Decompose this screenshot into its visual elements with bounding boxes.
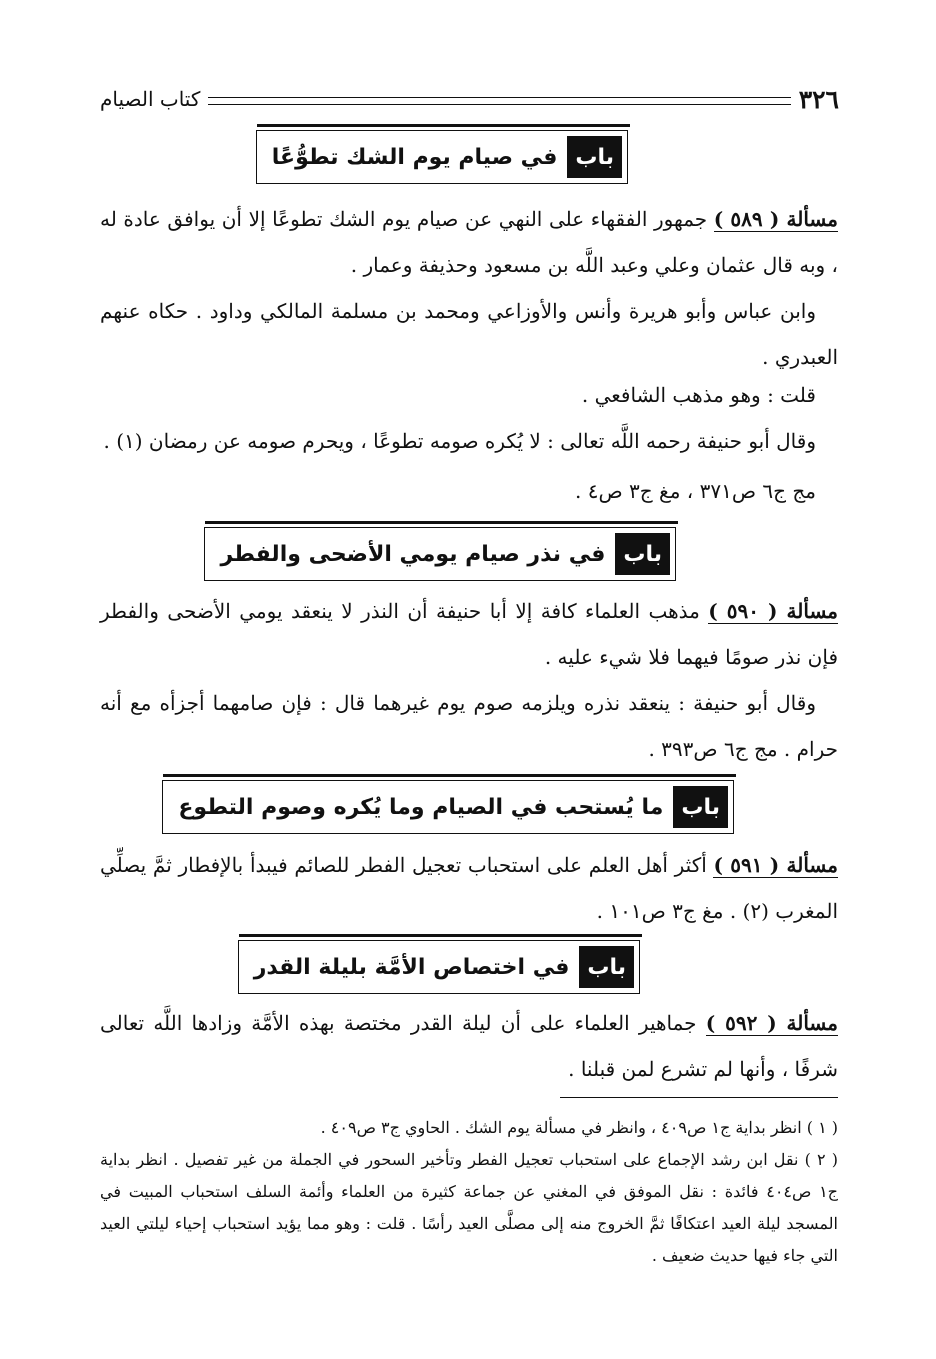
masala-paragraph [100,1000,838,1092]
bab-label: باب [673,786,728,828]
masala-text: جماهير العلماء على أن ليلة القدر مختصة بهذه الأمَّة وزادها اللَّه تعالى شرفًا ، وأنها لم تشرع لمن قبلنا . [100,1011,838,1081]
section-title: في صيام يوم الشك تطوُّعًا [271,144,558,170]
bab-label: باب [615,533,670,575]
section-title: ما يُستحب في الصيام وما يُكره وصوم التطوع [178,794,664,820]
footnote-rule [560,1097,838,1098]
masala-label: مسألة ( ٥٩٢ ) [705,1011,838,1035]
bab-label: باب [567,136,622,178]
masala-paragraph [100,196,838,288]
page-header [100,84,839,114]
book-title: كتاب الصيام [100,87,201,111]
section-heading-4 [238,940,640,994]
section-title: في نذر صيام يومي الأضحى والفطر [220,541,606,567]
paragraph: وابن عباس وأبو هريرة وأنس والأوزاعي ومحمد بن مسلمة المالكي وداود . حكاه عنهم العبدري . [100,299,838,369]
masala-paragraph [100,588,838,680]
masala-paragraph [100,842,838,934]
masala-text: أكثر أهل العلم على استحباب تعجيل الفطر للصائم فيبدأ بالإفطار ثمَّ يصلِّي المغرب (٢) . مغ ج٣ ص١٠١ . [100,853,838,923]
header-rule [208,97,790,105]
bab-label: باب [579,946,634,988]
masala-text: جمهور الفقهاء على النهي عن صيام يوم الشك تطوعًا إلا أن يوافق عادة له ، وبه قال عثمان وعلي وعبد اللَّه بن مسعود وحذيفة وعمار . [100,207,838,277]
section-heading-1 [256,130,628,184]
paragraph: وقال أبو حنيفة : ينعقد نذره ويلزمه صوم يوم غيرهما قال : فإن صامهما أجزأه مع أنه حرام . مج ج٦ ص٣٩٣ . [100,691,838,761]
masala-label: مسألة ( ٥٨٩ ) [713,207,838,231]
section-heading-3 [162,780,734,834]
section-title: في اختصاص الأمَّة بليلة القدر [253,954,570,980]
reference: مج ج٦ ص٣٧١ ، مغ ج٣ ص٤ . [575,479,816,503]
masala-label: مسألة ( ٥٩١ ) [713,853,838,877]
paragraph: وقال أبو حنيفة رحمه اللَّه تعالى : لا يُكره صومه تطوعًا ، ويحرم صومه عن رمضان (١) . [103,429,816,453]
footnote-1: ( ١ ) انظر بداية ج١ ص٤٠٩ ، وانظر في مسألة يوم الشك . الحاوي ج٣ ص٤٠٩ . [320,1118,838,1137]
footnote-2: ( ٢ ) نقل ابن رشد الإجماع على استحباب تعجيل الفطر وتأخير السحور في الجملة من غير تفصيل . انظر بداية ج١ ص٤٠٤ فائدة : نقل الموفق في المغني عن جماعة كثيرة من العلماء وأئمة السلف استحباب المبيت في المسجد ليلة العيد اعتكافًا ثمَّ الخروج منه إلى مصلَّى العيد رأسًا . قلت : وهو مما يؤيد استحباب إحياء ليلتي العيد التي جاء فيها حديث ضعيف . [100,1150,839,1265]
footnotes [100,1112,838,1272]
masala-label: مسألة ( ٥٩٠ ) [708,599,839,623]
paragraph: قلت : وهو مذهب الشافعي . [581,383,816,407]
page-number: ٣٢٦ [798,84,839,114]
masala-text: مذهب العلماء كافة إلا أبا حنيفة أن النذر لا ينعقد يومي الأضحى والفطر فإن نذر صومًا فيهما فلا شيء عليه . [100,599,838,669]
section-heading-2 [204,527,676,581]
